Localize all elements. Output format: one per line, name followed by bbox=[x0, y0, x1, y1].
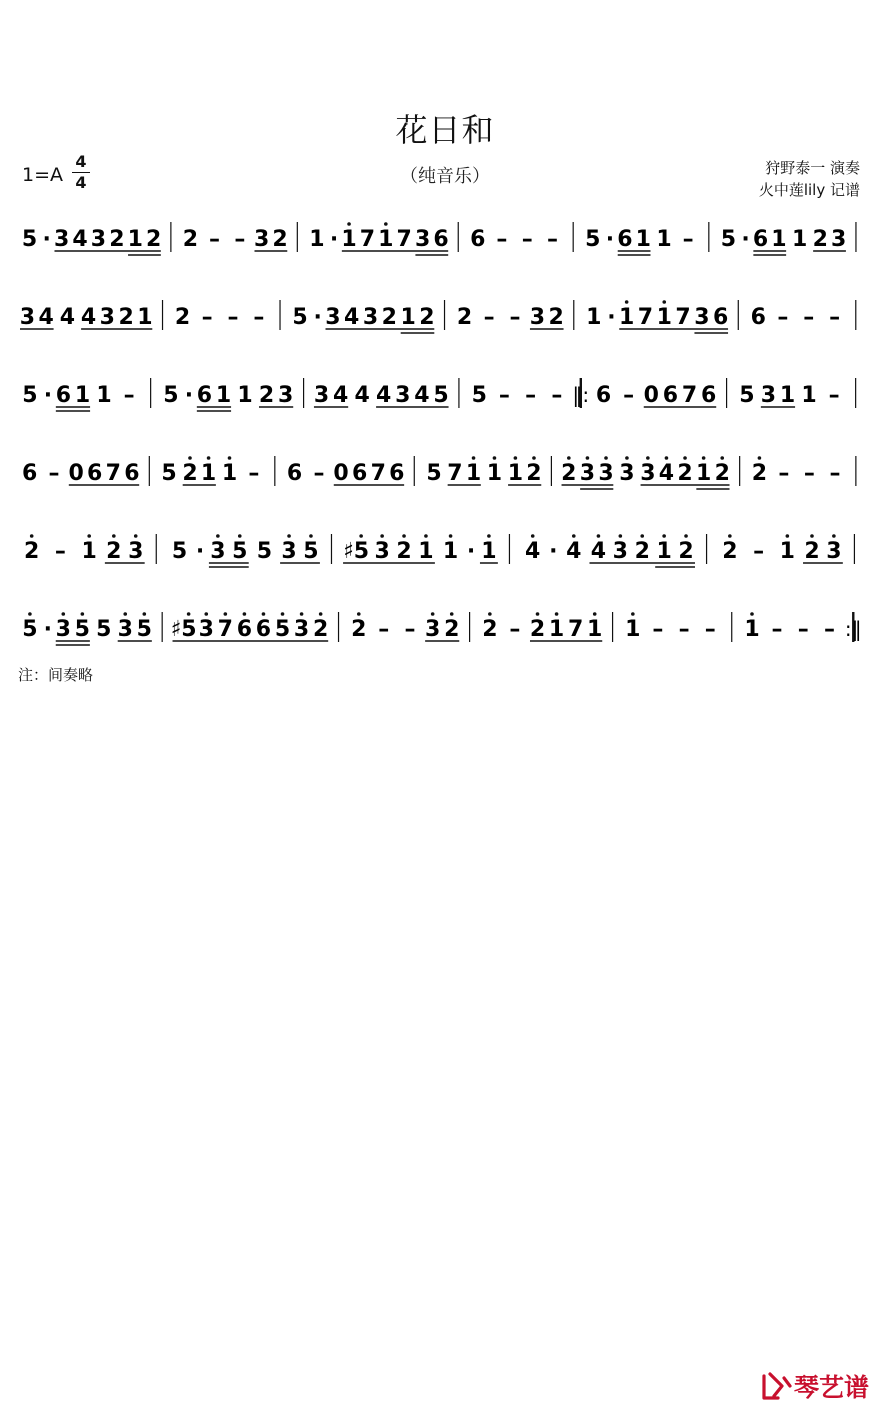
dash-note: – bbox=[823, 617, 835, 642]
note: 1 bbox=[486, 461, 503, 486]
note: 5 bbox=[74, 617, 90, 642]
note: 3 bbox=[278, 383, 294, 408]
octave-dot bbox=[488, 612, 492, 616]
note: 3 bbox=[619, 461, 635, 486]
note: 2 bbox=[529, 617, 546, 642]
dash-note: – bbox=[803, 305, 815, 330]
note: 5 bbox=[471, 383, 487, 408]
octave-dot bbox=[449, 534, 453, 538]
octave-dot bbox=[300, 612, 304, 616]
dot-note: · bbox=[605, 227, 615, 252]
note: 3 bbox=[90, 227, 107, 252]
note: 1 bbox=[656, 539, 672, 564]
note: 1 bbox=[801, 383, 817, 408]
octave-dot bbox=[810, 534, 814, 538]
time-denominator: 4 bbox=[75, 173, 87, 192]
dash-note: – bbox=[797, 617, 809, 642]
note: 3 bbox=[210, 539, 226, 564]
note: 5 bbox=[171, 539, 188, 564]
octave-dot bbox=[188, 456, 192, 460]
octave-dot bbox=[347, 222, 351, 226]
note: 6 bbox=[55, 383, 72, 408]
octave-dot bbox=[728, 534, 732, 538]
note: 5 bbox=[585, 227, 601, 252]
octave-dot bbox=[380, 534, 384, 538]
octave-dot bbox=[597, 534, 601, 538]
note: 3 bbox=[293, 617, 310, 642]
note: 2 bbox=[396, 539, 412, 564]
note: 6 bbox=[662, 383, 679, 408]
note: 6 bbox=[433, 227, 449, 252]
note: 1 bbox=[81, 539, 97, 564]
note: 4 bbox=[375, 383, 392, 408]
note: 5 bbox=[96, 617, 112, 642]
note: 2 bbox=[145, 227, 162, 252]
octave-dot bbox=[750, 612, 754, 616]
note: 5 bbox=[21, 227, 38, 252]
note: 6 bbox=[750, 305, 766, 330]
note: 3 bbox=[128, 539, 144, 564]
octave-dot bbox=[631, 612, 635, 616]
note: 6 bbox=[236, 617, 253, 642]
octave-dot bbox=[262, 612, 266, 616]
dash-note: – bbox=[248, 461, 260, 486]
octave-dot bbox=[402, 534, 406, 538]
note: 4 bbox=[525, 539, 541, 564]
note: 7 bbox=[675, 305, 691, 330]
note: 5 bbox=[161, 461, 177, 486]
note: 3 bbox=[281, 539, 297, 564]
note: 7 bbox=[681, 383, 698, 408]
note: 1 bbox=[695, 461, 712, 486]
note: 3 bbox=[254, 227, 270, 252]
note: 2 bbox=[182, 227, 199, 252]
note: 2 bbox=[106, 539, 122, 564]
dash-note: – bbox=[509, 617, 521, 642]
note: 2 bbox=[174, 305, 191, 330]
octave-dot bbox=[472, 456, 476, 460]
dash-note: – bbox=[227, 305, 239, 330]
note: 1 bbox=[618, 305, 635, 330]
note: 7 bbox=[217, 617, 233, 642]
octave-dot bbox=[514, 456, 518, 460]
note: 1 bbox=[418, 539, 434, 564]
note: 4 bbox=[414, 383, 430, 408]
performer-credit: 狩野泰一 演奏 bbox=[765, 159, 860, 177]
note: 4 bbox=[658, 461, 675, 486]
note: 1 bbox=[237, 383, 253, 408]
dash-note: – bbox=[771, 617, 783, 642]
note: 2 bbox=[444, 617, 460, 642]
note: 1 bbox=[465, 461, 482, 486]
octave-dot bbox=[572, 534, 576, 538]
note: 1 bbox=[442, 539, 459, 564]
octave-dot bbox=[450, 612, 454, 616]
dash-note: – bbox=[404, 617, 416, 642]
dot-note: · bbox=[549, 539, 558, 564]
note: 7 bbox=[359, 227, 376, 252]
note: 2 bbox=[751, 461, 768, 486]
dash-note: – bbox=[525, 383, 537, 408]
note: 1 bbox=[74, 383, 91, 408]
note: 3 bbox=[198, 617, 214, 642]
octave-dot bbox=[662, 534, 666, 538]
dot-note: · bbox=[43, 617, 52, 642]
dash-note: – bbox=[123, 383, 135, 408]
note: 2 bbox=[804, 539, 820, 564]
octave-dot bbox=[216, 534, 220, 538]
dash-note: – bbox=[778, 461, 790, 486]
note: 1 bbox=[656, 305, 672, 330]
dash-note: – bbox=[234, 227, 246, 252]
score-title: 花日和 bbox=[395, 111, 495, 149]
note: 5 bbox=[720, 227, 737, 252]
note: 1 bbox=[586, 305, 602, 330]
note: 6 bbox=[701, 383, 717, 408]
note: 4 bbox=[590, 539, 607, 564]
note: 4 bbox=[80, 305, 97, 330]
note: 6 bbox=[21, 461, 38, 486]
note: 6 bbox=[712, 305, 729, 330]
dot-note: · bbox=[741, 227, 750, 252]
note: 3 bbox=[395, 383, 411, 408]
footnote: 注：间奏略 bbox=[18, 666, 94, 684]
dash-note: – bbox=[623, 383, 635, 408]
note: 6 bbox=[351, 461, 368, 486]
octave-dot bbox=[28, 612, 32, 616]
note: ♯5 bbox=[343, 539, 370, 564]
note: 5 bbox=[22, 617, 38, 642]
octave-dot bbox=[619, 534, 623, 538]
dot-note: · bbox=[466, 539, 476, 564]
octave-dot bbox=[309, 534, 313, 538]
score-notation bbox=[0, 0, 890, 700]
note: 2 bbox=[118, 305, 134, 330]
octave-dot bbox=[684, 534, 688, 538]
note: 2 bbox=[714, 461, 730, 486]
octave-dot bbox=[187, 612, 191, 616]
dash-note: – bbox=[682, 227, 694, 252]
octave-dot bbox=[424, 534, 428, 538]
note: 2 bbox=[677, 461, 693, 486]
transcriber-credit: 火中莲lily 记谱 bbox=[758, 181, 860, 199]
dash-note: – bbox=[483, 305, 495, 330]
octave-dot bbox=[625, 300, 629, 304]
dash-note: – bbox=[509, 305, 521, 330]
note: 5 bbox=[292, 305, 308, 330]
note: 6 bbox=[286, 461, 303, 486]
note: 6 bbox=[124, 461, 140, 486]
dash-note: – bbox=[54, 539, 66, 564]
note: 4 bbox=[59, 305, 76, 330]
octave-dot bbox=[832, 534, 836, 538]
note: 3 bbox=[117, 617, 133, 642]
repeat-sign: ‖: bbox=[572, 383, 590, 407]
note: 2 bbox=[24, 539, 40, 564]
note: 2 bbox=[812, 227, 828, 252]
repeat-sign: :‖ bbox=[844, 617, 862, 641]
time-numerator: 4 bbox=[75, 152, 87, 171]
note: 1 bbox=[625, 617, 641, 642]
note: 3 bbox=[579, 461, 596, 486]
note: 6 bbox=[255, 617, 272, 642]
octave-dot bbox=[359, 534, 363, 538]
dash-note: – bbox=[498, 383, 510, 408]
note: 1 bbox=[137, 305, 153, 330]
note: 2 bbox=[678, 539, 694, 564]
dash-note: – bbox=[652, 617, 664, 642]
note: 0 bbox=[333, 461, 349, 486]
note: 7 bbox=[105, 461, 121, 486]
note: 3 bbox=[19, 305, 36, 330]
note: 5 bbox=[136, 617, 152, 642]
octave-dot bbox=[357, 612, 361, 616]
dash-note: – bbox=[551, 383, 563, 408]
dash-note: – bbox=[521, 227, 533, 252]
note: 3 bbox=[612, 539, 628, 564]
note: 3 bbox=[694, 305, 710, 330]
dash-note: – bbox=[704, 617, 716, 642]
octave-dot bbox=[243, 612, 247, 616]
note: 2 bbox=[722, 539, 738, 564]
dash-note: – bbox=[777, 305, 789, 330]
note: 1 bbox=[400, 305, 416, 330]
note: 0 bbox=[643, 383, 659, 408]
note: 6 bbox=[470, 227, 486, 252]
octave-dot bbox=[224, 612, 228, 616]
octave-dot bbox=[143, 612, 147, 616]
note: 4 bbox=[344, 305, 360, 330]
octave-dot bbox=[640, 534, 644, 538]
note: 2 bbox=[634, 539, 650, 564]
dot-note: · bbox=[42, 227, 51, 252]
note: 7 bbox=[370, 461, 386, 486]
dash-note: – bbox=[828, 383, 840, 408]
note: 1 bbox=[221, 461, 238, 486]
note: 3 bbox=[313, 383, 330, 408]
dash-note: – bbox=[546, 227, 558, 252]
note: 1 bbox=[200, 461, 217, 486]
score-subtitle: （纯音乐） bbox=[400, 166, 490, 187]
octave-dot bbox=[786, 534, 790, 538]
logo-mark-icon bbox=[764, 1374, 790, 1398]
note: 3 bbox=[325, 305, 341, 330]
key-signature: 1=A bbox=[22, 164, 64, 186]
octave-dot bbox=[555, 612, 559, 616]
note: 4 bbox=[566, 539, 582, 564]
octave-dot bbox=[281, 612, 285, 616]
octave-dot bbox=[228, 456, 232, 460]
octave-dot bbox=[758, 456, 762, 460]
octave-dot bbox=[665, 456, 669, 460]
note: 6 bbox=[617, 227, 633, 252]
octave-dot bbox=[134, 534, 138, 538]
octave-dot bbox=[207, 456, 211, 460]
dash-note: – bbox=[829, 461, 841, 486]
octave-dot bbox=[61, 612, 65, 616]
note: 5 bbox=[426, 461, 442, 486]
note: 1 bbox=[127, 227, 143, 252]
note: 5 bbox=[163, 383, 179, 408]
dash-note: – bbox=[678, 617, 690, 642]
note: 2 bbox=[561, 461, 577, 486]
note: 1 bbox=[791, 227, 808, 252]
note: 2 bbox=[381, 305, 397, 330]
note: 2 bbox=[182, 461, 198, 486]
note: 1 bbox=[215, 383, 232, 408]
note: 1 bbox=[744, 617, 760, 642]
note: 5 bbox=[22, 383, 38, 408]
octave-dot bbox=[287, 534, 291, 538]
note: 5 bbox=[739, 383, 755, 408]
octave-dot bbox=[532, 456, 536, 460]
logo-text: 琴艺谱 bbox=[794, 1373, 870, 1402]
note: 2 bbox=[312, 617, 329, 642]
note: 5 bbox=[303, 539, 319, 564]
note: 2 bbox=[482, 617, 498, 642]
dot-note: · bbox=[313, 305, 322, 330]
octave-dot bbox=[384, 222, 388, 226]
note: 4 bbox=[332, 383, 349, 408]
octave-dot bbox=[586, 456, 590, 460]
octave-dot bbox=[625, 456, 629, 460]
note: 6 bbox=[196, 383, 213, 408]
note: 2 bbox=[109, 227, 125, 252]
note: 1 bbox=[635, 227, 651, 252]
note: 3 bbox=[640, 461, 656, 486]
octave-dot bbox=[702, 456, 706, 460]
note: 0 bbox=[68, 461, 84, 486]
dash-note: – bbox=[803, 461, 815, 486]
note: 1 bbox=[779, 539, 795, 564]
note: 3 bbox=[374, 539, 390, 564]
octave-dot bbox=[238, 534, 242, 538]
octave-dot bbox=[720, 456, 724, 460]
octave-dot bbox=[81, 612, 85, 616]
octave-dot bbox=[487, 534, 491, 538]
note: 6 bbox=[595, 383, 612, 408]
note: 2 bbox=[456, 305, 473, 330]
note: 1 bbox=[779, 383, 796, 408]
octave-dot bbox=[112, 534, 116, 538]
note: 1 bbox=[378, 227, 394, 252]
note: 3 bbox=[826, 539, 842, 564]
octave-dot bbox=[493, 456, 497, 460]
note: 3 bbox=[760, 383, 777, 408]
note: 3 bbox=[414, 227, 431, 252]
octave-dot bbox=[431, 612, 435, 616]
note: 3 bbox=[831, 227, 847, 252]
note: 5 bbox=[232, 539, 248, 564]
octave-dot bbox=[593, 612, 597, 616]
note: 4 bbox=[354, 383, 370, 408]
note: 7 bbox=[447, 461, 463, 486]
note: 2 bbox=[548, 305, 564, 330]
octave-dot bbox=[662, 300, 666, 304]
note: 2 bbox=[351, 617, 367, 642]
note: 1 bbox=[507, 461, 524, 486]
note: 4 bbox=[72, 227, 88, 252]
note: 7 bbox=[396, 227, 412, 252]
note: 1 bbox=[587, 617, 603, 642]
note: 7 bbox=[567, 617, 584, 642]
dash-note: – bbox=[496, 227, 508, 252]
octave-dot bbox=[536, 612, 540, 616]
note: 4 bbox=[38, 305, 54, 330]
dash-note: – bbox=[48, 461, 60, 486]
dot-note: · bbox=[184, 383, 194, 408]
dash-note: – bbox=[829, 305, 841, 330]
dash-note: – bbox=[313, 461, 325, 486]
octave-dot bbox=[604, 456, 608, 460]
note: 2 bbox=[272, 227, 288, 252]
note: 3 bbox=[529, 305, 546, 330]
note: 5 bbox=[433, 383, 449, 408]
note: 1 bbox=[96, 383, 112, 408]
note: 1 bbox=[481, 539, 497, 564]
dash-note: – bbox=[209, 227, 221, 252]
note: 1 bbox=[341, 227, 357, 252]
note: 7 bbox=[637, 305, 654, 330]
octave-dot bbox=[30, 534, 34, 538]
note: 2 bbox=[419, 305, 435, 330]
note: 1 bbox=[771, 227, 787, 252]
octave-dot bbox=[87, 534, 91, 538]
dot-note: · bbox=[329, 227, 339, 252]
octave-dot bbox=[123, 612, 127, 616]
note: 6 bbox=[752, 227, 769, 252]
octave-dot bbox=[567, 456, 571, 460]
dot-note: · bbox=[607, 305, 616, 330]
dot-note: · bbox=[43, 383, 53, 408]
note: 6 bbox=[389, 461, 405, 486]
octave-dot bbox=[683, 456, 687, 460]
note: 3 bbox=[54, 227, 70, 252]
note: ♯5 bbox=[170, 617, 197, 642]
octave-dot bbox=[531, 534, 535, 538]
site-logo bbox=[760, 1368, 878, 1404]
note: 3 bbox=[55, 617, 71, 642]
note: 3 bbox=[598, 461, 614, 486]
note: 1 bbox=[309, 227, 325, 252]
note: 2 bbox=[526, 461, 542, 486]
dot-note: · bbox=[195, 539, 205, 564]
octave-dot bbox=[319, 612, 323, 616]
dash-note: – bbox=[253, 305, 265, 330]
note: 1 bbox=[548, 617, 565, 642]
dash-note: – bbox=[753, 539, 765, 564]
note: 6 bbox=[87, 461, 103, 486]
note: 5 bbox=[274, 617, 291, 642]
note: 3 bbox=[99, 305, 115, 330]
octave-dot bbox=[204, 612, 208, 616]
dash-note: – bbox=[378, 617, 390, 642]
note: 3 bbox=[362, 305, 379, 330]
note: 2 bbox=[258, 383, 275, 408]
note: 3 bbox=[425, 617, 441, 642]
octave-dot bbox=[646, 456, 650, 460]
note: 5 bbox=[256, 539, 273, 564]
note: 1 bbox=[656, 227, 672, 252]
dash-note: – bbox=[201, 305, 213, 330]
